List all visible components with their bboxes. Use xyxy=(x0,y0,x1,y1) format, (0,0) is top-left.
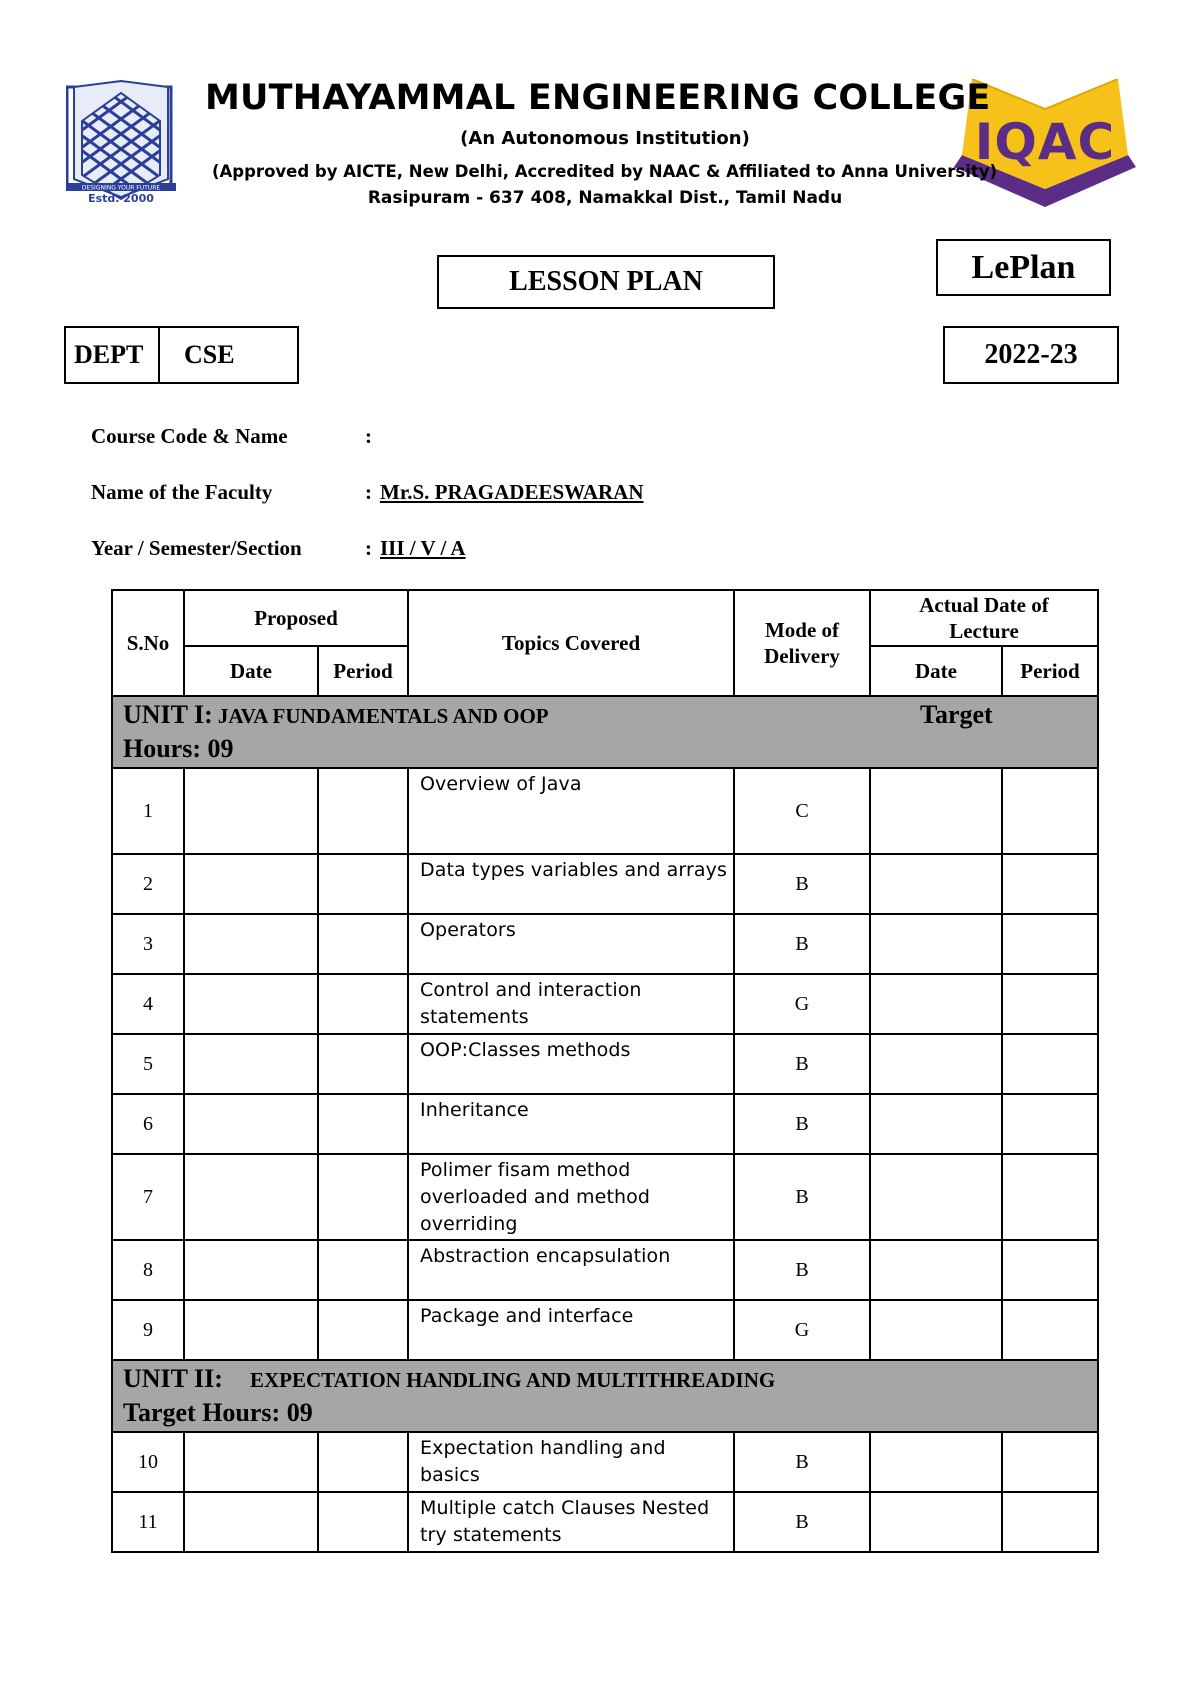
row-mode: G xyxy=(734,1300,870,1360)
col-header-proposed-period: Period xyxy=(318,646,408,696)
row-topic: Multiple catch Clauses Nested try statements xyxy=(408,1492,734,1552)
unit-header-row xyxy=(112,1360,1098,1432)
iqac-text: IQAC xyxy=(974,113,1116,171)
actual-period-cell xyxy=(1002,1300,1098,1360)
row-mode: B xyxy=(734,1094,870,1154)
row-mode: B xyxy=(734,1154,870,1240)
actual-period-cell xyxy=(1002,768,1098,854)
row-mode: B xyxy=(734,1240,870,1300)
actual-date-cell xyxy=(870,1492,1002,1552)
logo-tagline: DESIGNING YOUR FUTURE xyxy=(81,184,161,192)
row-mode: B xyxy=(734,1432,870,1492)
row-sno: 6 xyxy=(112,1094,184,1154)
col-header-actual-date: Date xyxy=(870,646,1002,696)
table-row xyxy=(112,1094,1098,1154)
header-row-1 xyxy=(112,590,1098,646)
college-name: MUTHAYAMMAL ENGINEERING COLLEGE xyxy=(205,78,991,118)
col-header-actual: Actual Date of Lecture xyxy=(870,590,1098,646)
row-topic: Expectation handling and basics xyxy=(408,1432,734,1492)
proposed-period-cell xyxy=(318,854,408,914)
actual-period-cell xyxy=(1002,1094,1098,1154)
address-line: Rasipuram - 637 408, Namakkal Dist., Tamil Nadu xyxy=(367,188,843,208)
row-sno: 5 xyxy=(112,1034,184,1094)
unit1-hours: Hours: 09 xyxy=(123,734,234,763)
row-topic: Package and interface xyxy=(408,1300,734,1360)
col-header-proposed-date: Date xyxy=(184,646,318,696)
proposed-date-cell xyxy=(184,1094,318,1154)
faculty-value: Mr.S. PRAGADEESWARAN xyxy=(380,480,644,504)
proposed-date-cell xyxy=(184,1432,318,1492)
course-label: Course Code & Name xyxy=(91,424,288,448)
actual-period-cell xyxy=(1002,854,1098,914)
actual-period-cell xyxy=(1002,914,1098,974)
col-header-actual-period: Period xyxy=(1002,646,1098,696)
proposed-date-cell xyxy=(184,1300,318,1360)
table-row xyxy=(112,854,1098,914)
actual-date-cell xyxy=(870,1034,1002,1094)
proposed-period-cell xyxy=(318,1034,408,1094)
actual-date-cell xyxy=(870,1432,1002,1492)
row-mode: B xyxy=(734,1492,870,1552)
actual-period-cell xyxy=(1002,1154,1098,1240)
col-header-proposed: Proposed xyxy=(184,590,408,646)
actual-date-cell xyxy=(870,1240,1002,1300)
proposed-date-cell xyxy=(184,1034,318,1094)
row-mode: B xyxy=(734,854,870,914)
row-mode: B xyxy=(734,1034,870,1094)
row-sno: 1 xyxy=(112,768,184,854)
row-sno: 9 xyxy=(112,1300,184,1360)
faculty-colon: : xyxy=(365,480,372,504)
table-row xyxy=(112,1432,1098,1492)
accreditation-line: (Approved by AICTE, New Delhi, Accredited by NAAC & Affiliated to Anna University) xyxy=(212,162,998,181)
unit1-title: JAVA FUNDAMENTALS AND OOP xyxy=(217,704,549,728)
table-row xyxy=(112,1154,1098,1240)
actual-period-cell xyxy=(1002,1492,1098,1552)
dept-value: CSE xyxy=(184,340,235,369)
proposed-date-cell xyxy=(184,974,318,1034)
row-topic: Data types variables and arrays xyxy=(408,854,734,914)
row-mode: C xyxy=(734,768,870,854)
actual-period-cell xyxy=(1002,1240,1098,1300)
row-mode: G xyxy=(734,974,870,1034)
proposed-date-cell xyxy=(184,914,318,974)
table-row xyxy=(112,914,1098,974)
proposed-period-cell xyxy=(318,768,408,854)
table-row xyxy=(112,974,1098,1034)
row-sno: 10 xyxy=(112,1432,184,1492)
row-topic: Control and interaction statements xyxy=(408,974,734,1034)
unit1-header xyxy=(112,696,1098,768)
unit2-label: UNIT II: xyxy=(123,1364,223,1393)
proposed-period-cell xyxy=(318,1154,408,1240)
document-code: LePlan xyxy=(936,239,1111,296)
row-topic: Abstraction encapsulation xyxy=(408,1240,734,1300)
row-topic: Overview of Java xyxy=(408,768,734,854)
row-topic: Operators xyxy=(408,914,734,974)
proposed-date-cell xyxy=(184,1492,318,1552)
course-colon: : xyxy=(365,424,372,448)
proposed-date-cell xyxy=(184,768,318,854)
unit2-title: EXPECTATION HANDLING AND MULTITHREADING xyxy=(249,1368,776,1392)
col-header-topics: Topics Covered xyxy=(408,590,734,696)
proposed-period-cell xyxy=(318,1094,408,1154)
faculty-label: Name of the Faculty xyxy=(91,480,273,504)
proposed-date-cell xyxy=(184,854,318,914)
unit-header-row xyxy=(112,696,1098,768)
table-row xyxy=(112,1240,1098,1300)
table-row xyxy=(112,1034,1098,1094)
proposed-date-cell xyxy=(184,1240,318,1300)
actual-date-cell xyxy=(870,1300,1002,1360)
logo-estd: Estd. 2000 xyxy=(88,192,154,203)
proposed-period-cell xyxy=(318,974,408,1034)
unit1-target: Target xyxy=(920,700,993,729)
col-header-mode: Mode of Delivery xyxy=(734,590,870,696)
actual-date-cell xyxy=(870,1154,1002,1240)
row-topic: OOP:Classes methods xyxy=(408,1034,734,1094)
actual-date-cell xyxy=(870,1094,1002,1154)
year-sem-colon: : xyxy=(365,536,372,560)
table-row xyxy=(112,1492,1098,1552)
table-row xyxy=(112,1300,1098,1360)
proposed-date-cell xyxy=(184,1154,318,1240)
row-sno: 8 xyxy=(112,1240,184,1300)
department-box xyxy=(64,326,299,384)
proposed-period-cell xyxy=(318,914,408,974)
actual-period-cell xyxy=(1002,974,1098,1034)
row-topic: Inheritance xyxy=(408,1094,734,1154)
proposed-period-cell xyxy=(318,1240,408,1300)
proposed-period-cell xyxy=(318,1300,408,1360)
col-header-sno: S.No xyxy=(112,590,184,696)
table-row xyxy=(112,768,1098,854)
row-mode: B xyxy=(734,914,870,974)
year-sem-value: III / V / A xyxy=(380,536,466,560)
unit2-hours: Target Hours: 09 xyxy=(123,1398,313,1427)
lesson-plan-table xyxy=(111,589,1099,1553)
proposed-period-cell xyxy=(318,1432,408,1492)
academic-year: 2022-23 xyxy=(943,326,1119,384)
row-sno: 2 xyxy=(112,854,184,914)
year-sem-label: Year / Semester/Section xyxy=(91,536,302,560)
dept-label: DEPT xyxy=(66,328,160,382)
unit1-label: UNIT I: xyxy=(123,700,213,729)
actual-date-cell xyxy=(870,854,1002,914)
unit2-header xyxy=(112,1360,1098,1432)
actual-period-cell xyxy=(1002,1034,1098,1094)
proposed-period-cell xyxy=(318,1492,408,1552)
row-sno: 7 xyxy=(112,1154,184,1240)
row-sno: 4 xyxy=(112,974,184,1034)
autonomous-status: (An Autonomous Institution) xyxy=(460,128,750,149)
lesson-plan-title: LESSON PLAN xyxy=(437,255,775,309)
row-sno: 3 xyxy=(112,914,184,974)
actual-date-cell xyxy=(870,768,1002,854)
row-topic: Polimer fisam method overloaded and method overriding xyxy=(408,1154,734,1240)
actual-date-cell xyxy=(870,914,1002,974)
actual-period-cell xyxy=(1002,1432,1098,1492)
row-sno: 11 xyxy=(112,1492,184,1552)
actual-date-cell xyxy=(870,974,1002,1034)
